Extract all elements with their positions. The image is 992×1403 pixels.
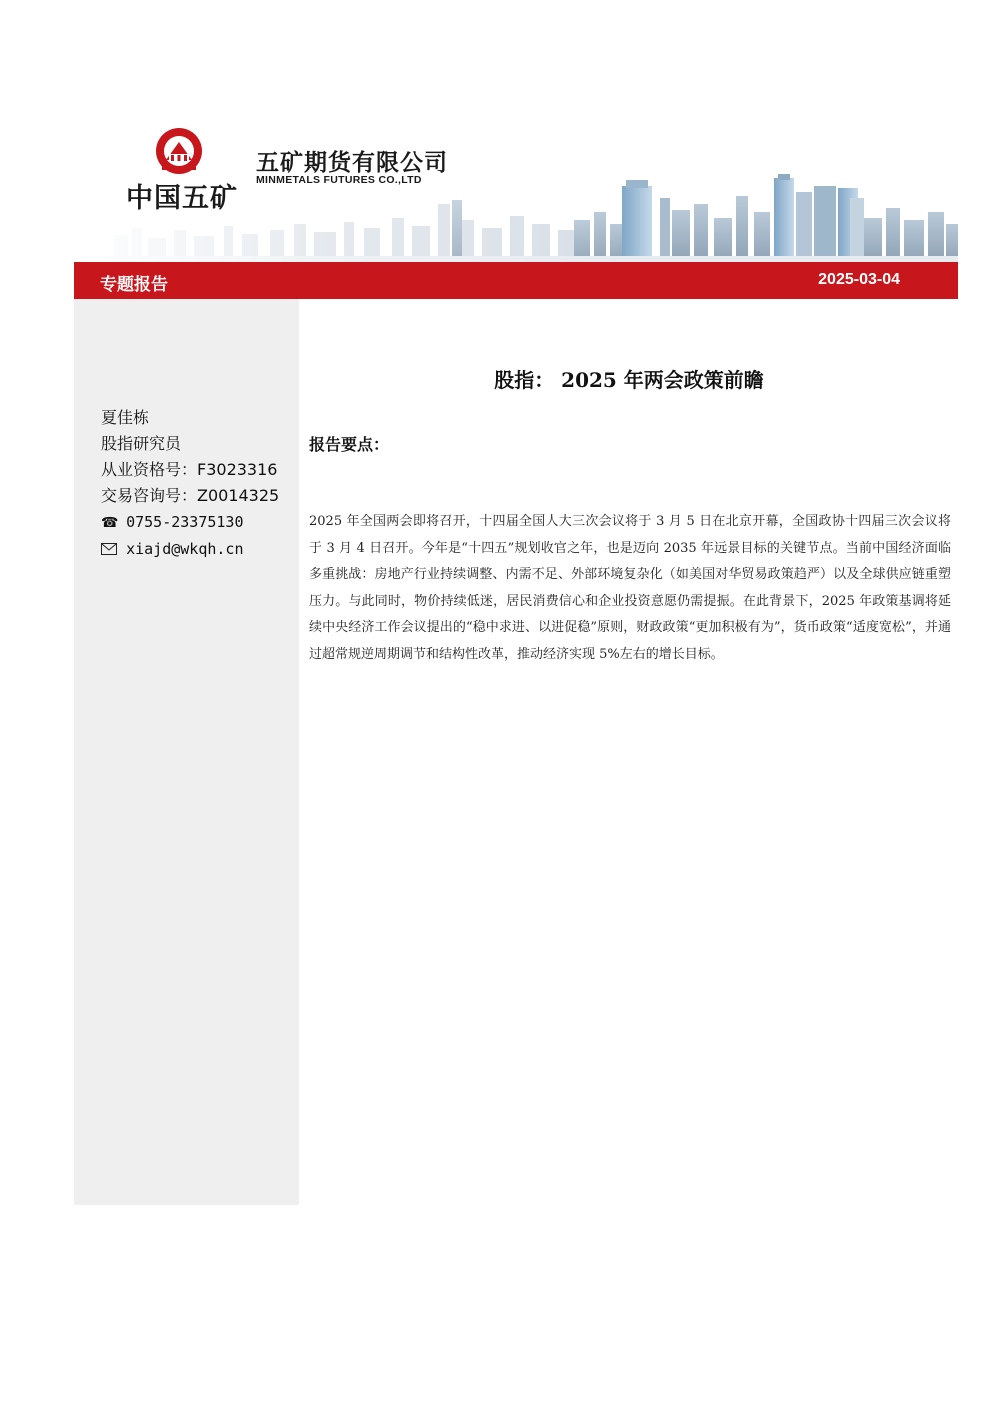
minmetals-emblem-icon [154,126,204,176]
company-logo [120,122,460,217]
section-heading: 报告要点： [309,435,390,454]
author-phone: 0755-23375130 [126,513,244,531]
logo-wordmark: 中国五矿 [126,183,238,214]
report-type-label: 专题报告 [100,275,168,295]
author-info [101,405,279,563]
report-type-band [74,262,958,299]
author-role: 股指研究员 [101,434,182,453]
report-date: 2025-03-04 [818,271,900,288]
author-phone-row [101,509,279,536]
author-name: 夏佳栋 [101,408,150,427]
author-sidebar [74,299,299,1205]
report-title: 股指： 2025 年两会政策前瞻 [494,368,764,392]
author-consulting-number: 交易咨询号：Z0014325 [101,486,280,505]
company-name-cn: 五矿期货有限公司 [256,150,448,176]
report-header [0,0,992,262]
company-name-en: MINMETALS FUTURES CO.,LTD [256,174,422,186]
author-email[interactable]: xiajd@wkqh.cn [126,540,244,558]
phone-icon: ☎ [101,515,119,531]
author-email-row [101,536,279,563]
envelope-icon [101,537,121,563]
report-summary: 2025 年全国两会即将召开，十四届全国人大三次会议将于 3 月 5 日在北京开幕，全国政协十四届三次会议将于 3 月 4 日召开。今年是“十四五”规划收官之年，也是迈向 2035 年远景目标的关键节点。当前中国经济面临多重挑战：房地产行业持续调整、内需不足、外部环境复杂化（如美国对华贸易政策趋严）以及全球供应链重塑压力。与此同时，物价持续低迷，居民消费信心和企业投资意愿仍需提振。在此背景下，2025 年政策基调将延续中央经济工作会议提出的“稳中求进、以进促稳”原则，财政政策“更加积极有为”，货币政策“适度宽松”，并通过超常规逆周期调节和结构性改革，推动经济实现 5%左右的增长目标。 [309,514,951,662]
author-qualification: 从业资格号：F3023316 [101,460,278,479]
